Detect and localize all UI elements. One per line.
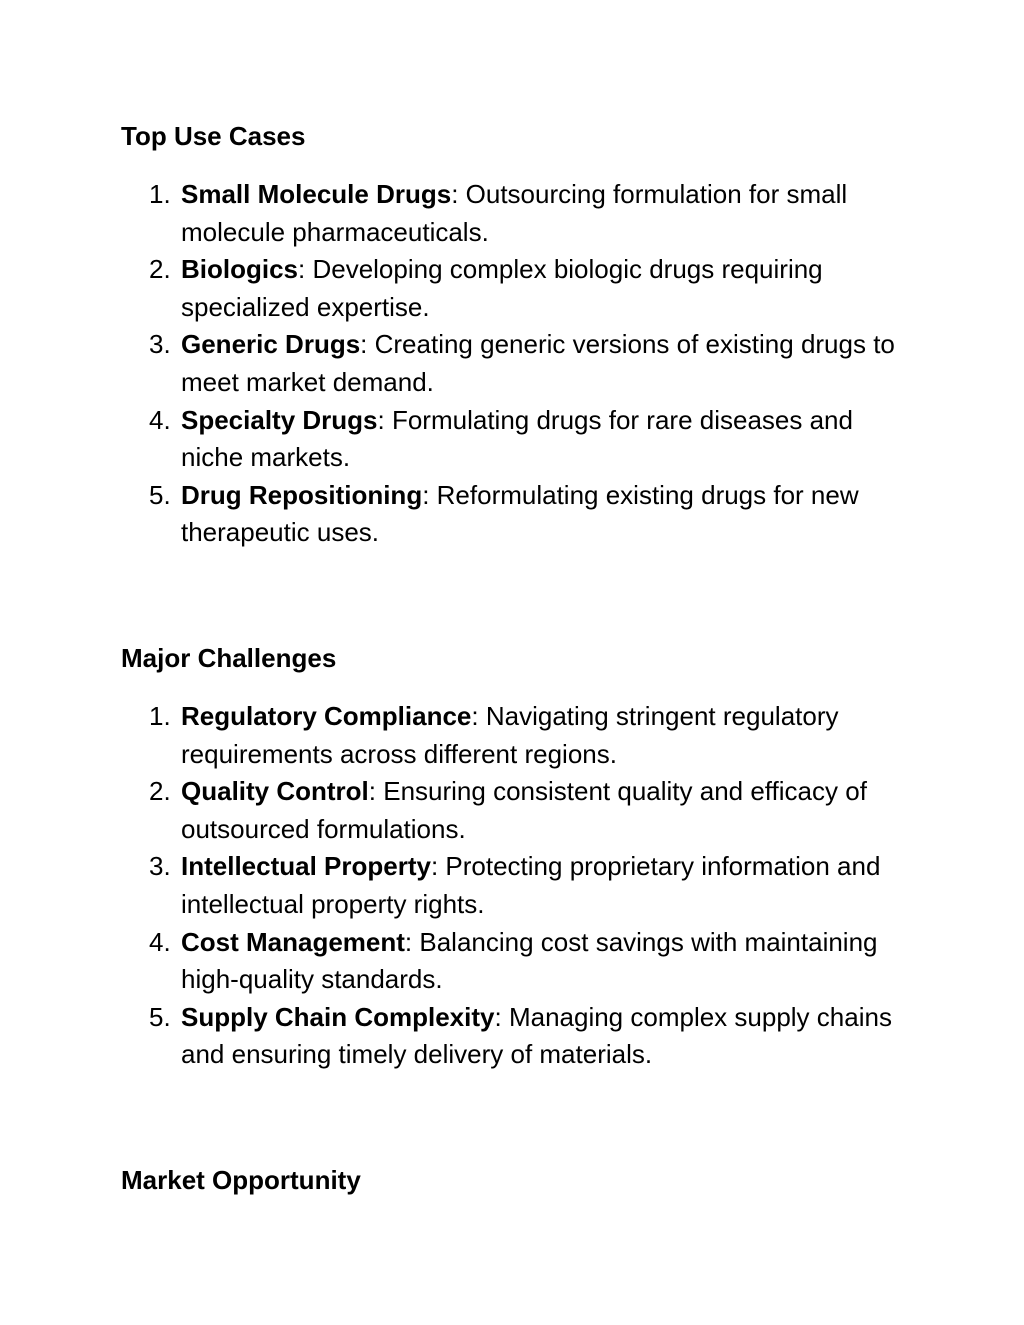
item-description: : Reformulating existing drugs for new therapeutic uses. (181, 479, 859, 548)
item-number: 2. (149, 776, 171, 807)
item-description: : Navigating stringent regulatory requirements across different regions. (181, 701, 839, 769)
item-term: Specialty Drugs (181, 404, 378, 435)
item-description: : Formulating drugs for rare diseases and niche markets. (181, 404, 853, 473)
item-description: : Managing complex supply chains and ensuring timely delivery of materials. (181, 1001, 892, 1070)
item-term: Intellectual Property (181, 851, 431, 882)
item-number: 3. (149, 851, 171, 882)
item-description: : Creating generic versions of existing drugs to meet market demand. (181, 329, 895, 397)
challenges-list (121, 698, 921, 1074)
item-description: : Outsourcing formulation for small molecule pharmaceuticals. (181, 179, 848, 247)
use-cases-list (121, 176, 921, 552)
section-heading: Major Challenges (121, 643, 337, 673)
section-heading: Top Use Cases (121, 121, 306, 151)
item-number: 5. (149, 479, 171, 510)
item-number: 4. (149, 926, 171, 957)
list-item (121, 924, 921, 999)
item-term: Drug Repositioning (181, 479, 423, 510)
major-challenges-section (121, 643, 921, 1074)
item-number: 5. (149, 1001, 171, 1032)
list-item (121, 773, 921, 848)
item-description: : Ensuring consistent quality and efficacy of outsourced formulations. (181, 776, 867, 844)
list-item (121, 251, 921, 326)
item-description: : Developing complex biologic drugs requiring specialized expertise. (181, 254, 823, 322)
item-term: Generic Drugs (181, 329, 361, 360)
list-item (121, 698, 921, 773)
item-number: 1. (149, 701, 171, 731)
item-number: 4. (149, 404, 171, 435)
list-item (121, 326, 921, 401)
list-item (121, 999, 921, 1074)
list-item (121, 176, 921, 251)
item-term: Regulatory Compliance (181, 701, 472, 731)
list-item (121, 848, 921, 923)
section-heading: Market Opportunity (121, 1165, 361, 1195)
item-description: : Balancing cost savings with maintaining high-quality standards. (181, 926, 878, 995)
top-use-cases-section (121, 121, 921, 552)
item-description: : Protecting proprietary information and intellectual property rights. (181, 851, 881, 919)
item-term: Small Molecule Drugs (181, 179, 452, 209)
list-item (121, 477, 921, 552)
item-number: 3. (149, 329, 171, 360)
item-term: Quality Control (181, 776, 369, 807)
market-opportunity-section (121, 1165, 921, 1195)
list-item (121, 402, 921, 477)
item-number: 2. (149, 254, 171, 285)
item-number: 1. (149, 179, 171, 209)
item-term: Cost Management (181, 926, 405, 957)
item-term: Biologics (181, 254, 299, 285)
item-term: Supply Chain Complexity (181, 1001, 495, 1032)
